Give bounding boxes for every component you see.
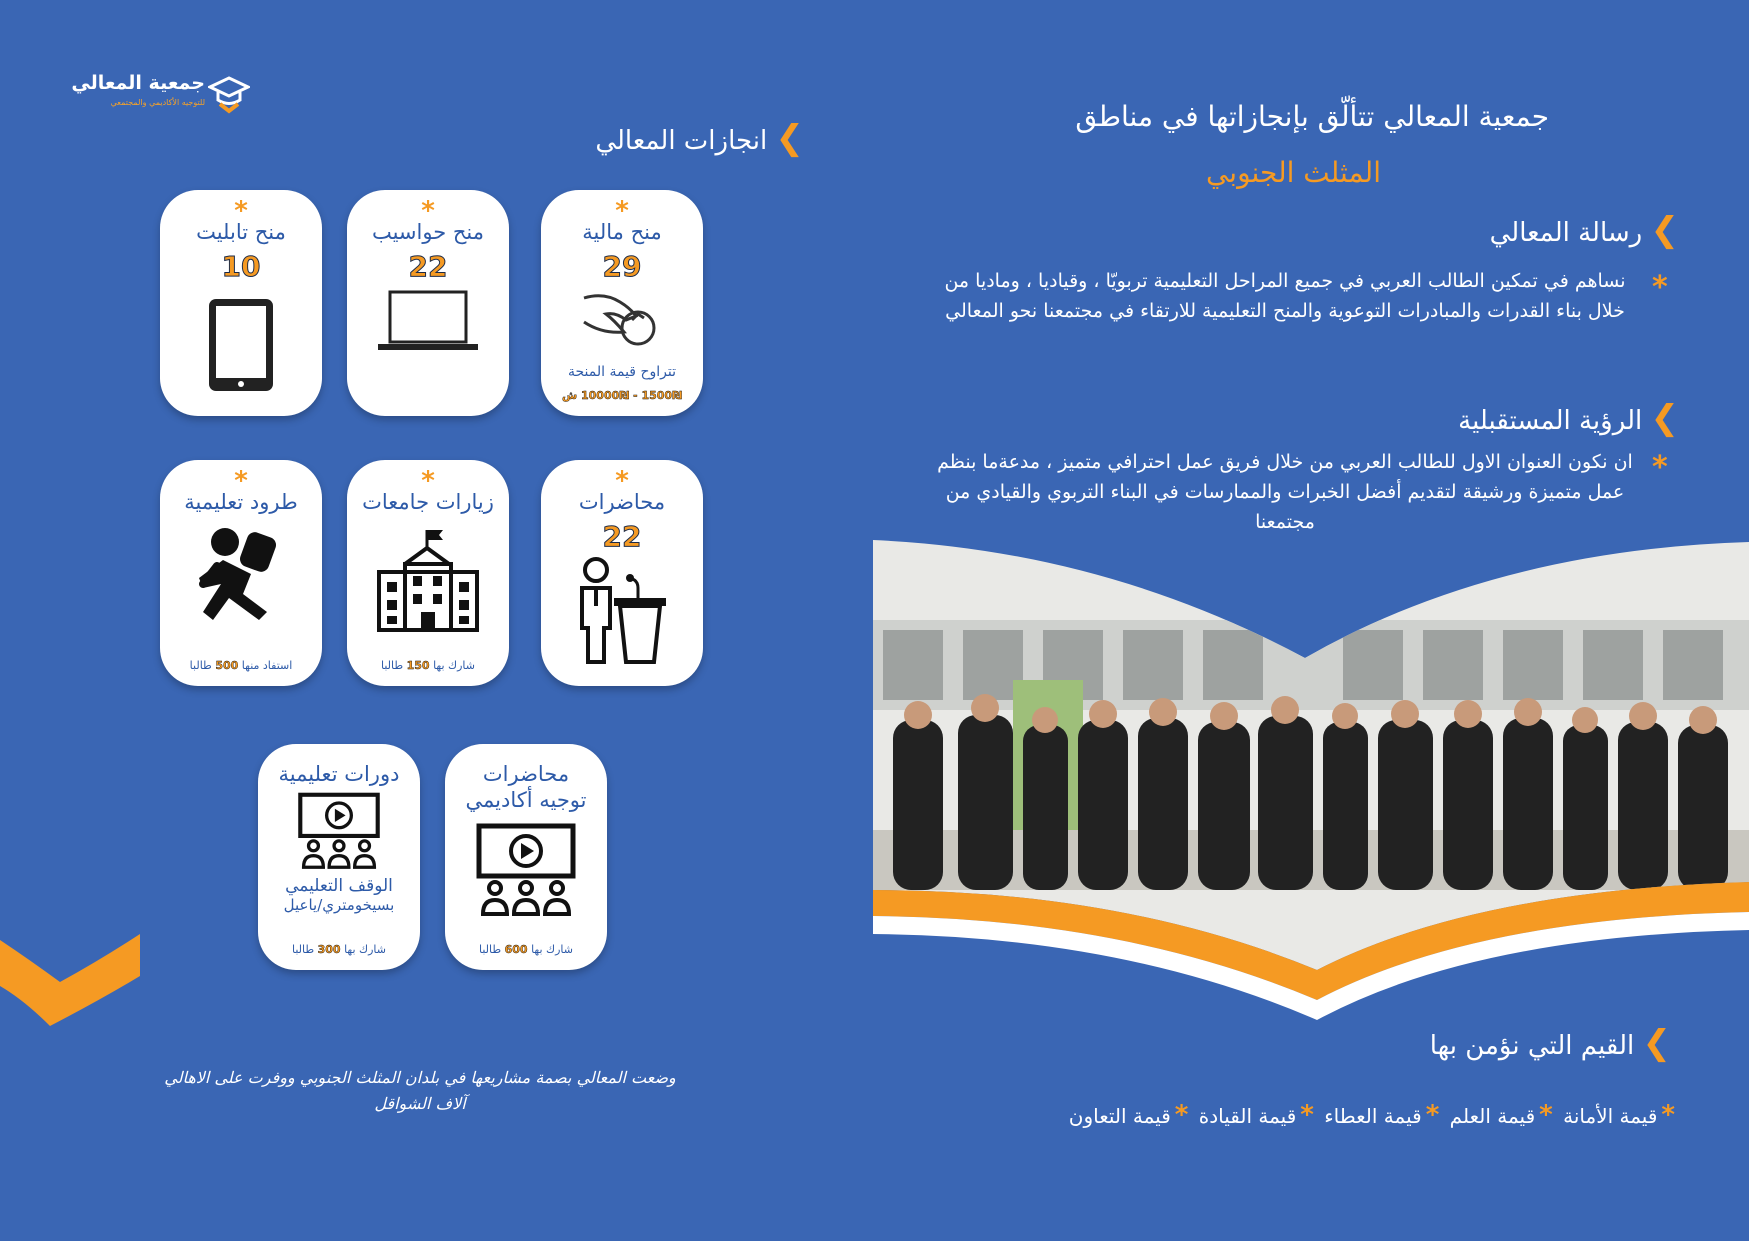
- value-item: قيمة العلم: [1449, 1104, 1536, 1128]
- achievement-card-educational-courses: دورات تعليمية الوقف التعليمي بسيخومتري/ياعيل شارك بها 300 طالبا: [258, 744, 420, 970]
- achievement-card-tablet-grants: * منح تابليت 10: [160, 190, 322, 416]
- lecturer-podium-icon: [574, 556, 670, 666]
- student-running-icon: [189, 526, 293, 630]
- achievement-card-lectures: * محاضرات 22: [541, 460, 703, 686]
- asterisk-icon: *: [1425, 1100, 1440, 1130]
- value-item: قيمة العطاء: [1324, 1104, 1422, 1128]
- page-title: جمعية المعالي تتألّق بإنجازاتها في مناطق: [1075, 100, 1549, 133]
- video-audience-icon: [475, 822, 577, 918]
- asterisk-icon: *: [1652, 270, 1668, 305]
- chevron-icon: ❯: [1642, 1023, 1671, 1063]
- graduation-cap-icon: [208, 74, 250, 114]
- laptop-icon: [376, 288, 480, 354]
- achievement-card-educational-parcels: * طرود تعليمية استفاد منها 500 طالبا: [160, 460, 322, 686]
- asterisk-icon: *: [1300, 1100, 1314, 1130]
- asterisk-icon: *: [1652, 450, 1668, 485]
- achievement-card-university-visits: * زيارات جامعات شارك بها 150 طالبا: [347, 460, 509, 686]
- value-item: قيمة القيادة: [1198, 1104, 1297, 1128]
- vision-title: ❯ الرؤية المستقبلية: [1458, 398, 1679, 438]
- caption-text: وضعت المعالي بصمة مشاريعها في بلدان المثلث الجنوبي ووفرت على الاهالي آلاف الشواقل: [164, 1068, 676, 1113]
- page-subtitle: المثلث الجنوبي: [1205, 156, 1381, 189]
- chevron-icon: ❯: [1650, 398, 1679, 438]
- asterisk-icon: *: [1539, 1100, 1553, 1130]
- value-item: قيمة الأمانة: [1563, 1104, 1658, 1128]
- university-building-icon: [375, 528, 481, 632]
- achievement-card-academic-guidance-lectures: محاضرات توجيه أكاديمي شارك بها 600 طالبا: [445, 744, 607, 970]
- tablet-icon: [206, 296, 276, 394]
- values-list: [1069, 1100, 1679, 1130]
- brand-name: جمعية المعالي: [71, 72, 205, 94]
- achievements-title: ❯ انجازات المعالي: [595, 118, 804, 158]
- brand-tagline: للتوجيه الأكاديمي والمجتمعي: [110, 98, 205, 107]
- video-audience-icon: [297, 790, 381, 872]
- values-title: ❯ القيم التي نؤمن بها: [1429, 1023, 1671, 1063]
- achievement-card-computer-grants: * منح حواسيب 22: [347, 190, 509, 416]
- hand-coin-icon: [580, 288, 664, 350]
- value-item: قيمة التعاون: [1068, 1104, 1171, 1128]
- chevron-icon: ❯: [775, 118, 804, 158]
- achievement-card-financial-grants: * منح مالية 29 تتراوح قيمة المنحة 1500₪ - 10000₪ ش: [541, 190, 703, 416]
- group-photo: [873, 540, 1749, 1040]
- chevron-icon: ❯: [1650, 210, 1679, 250]
- decorative-chevron-shape: [0, 930, 140, 1030]
- mission-title: ❯ رسالة المعالي: [1489, 210, 1679, 250]
- vision-text: ان نكون العنوان الاول للطالب العربي من خلال فريق عمل احترافي متميز ، مدعةما بنظم عمل متميزة ورشيقة لتقديم أفضل الخبرات والممارسات في البناء التربوي والقيادي من مجتمعنا: [937, 451, 1633, 533]
- brand-logo: [70, 72, 250, 112]
- asterisk-icon: *: [1174, 1100, 1189, 1130]
- mission-text: نساهم في تمكين الطالب العربي في جميع المراحل التعليمية تربويّا ، وقياديا ، وماديا من خلال بناء القدرات والمبادرات التوعوية والمنح التعليمية للارتقاء في مجتمعنا نحو المعالي: [944, 270, 1626, 322]
- asterisk-icon: *: [1661, 1100, 1675, 1130]
